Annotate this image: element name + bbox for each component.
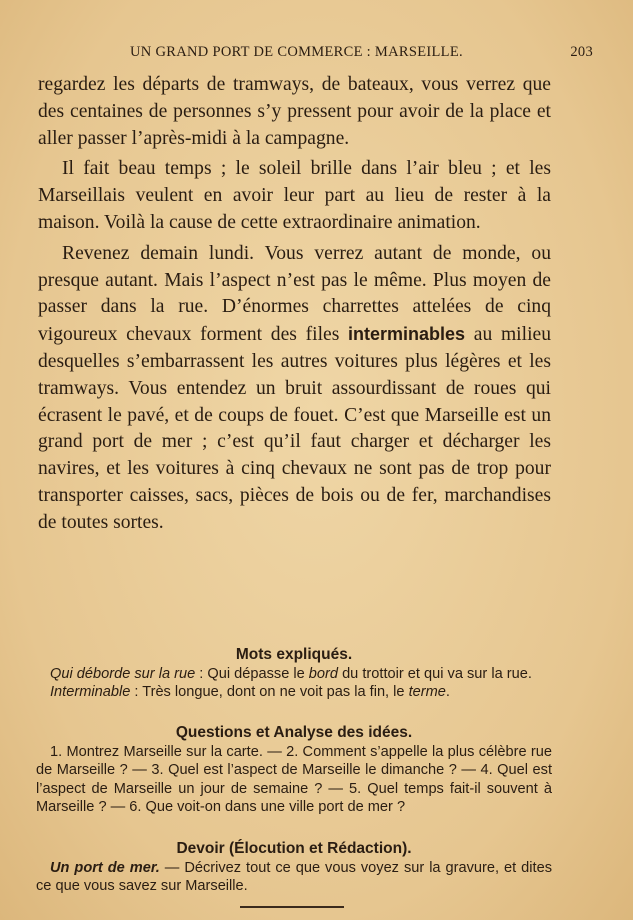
definition-2-text-a: : Très longue, dont on ne voit pas la fin, le — [130, 684, 409, 701]
page-number: 203 — [570, 44, 593, 60]
definition-2-term: Interminable — [50, 684, 131, 701]
devoir-lead: Un port de mer. — [50, 859, 160, 876]
definition-1 — [36, 665, 552, 684]
definition-2-emphasis: terme — [408, 684, 446, 701]
definition-1-text-b: du trottoir et qui va sur la rue. — [338, 665, 532, 682]
page-header — [38, 44, 593, 66]
vocabulary-section — [36, 646, 552, 702]
paragraph-3-part-b: au milieu desquelles s’embarrassent les autres voitures plus légères et les tramways. Vous entendez un bruit assourdissant de roues qui écrasent le pavé, et de coups de fouet. C’est que Marseille est un grand port de mer ; c’est qu’il faut charger et décharger les navires, et les voitures à cinq chevaux ne sont pas de trop pour transporter caisses, sacs, pièces de bois ou de fer, marchandises de toutes sortes. — [38, 324, 552, 533]
devoir-text — [36, 859, 552, 896]
definition-1-text-a: : Qui dépasse le — [195, 665, 309, 682]
main-text — [38, 72, 551, 537]
running-title: UN GRAND PORT DE COMMERCE : MARSEILLE. — [130, 44, 463, 60]
questions-title: Questions et Analyse des idées. — [175, 724, 413, 741]
paragraph-3-bold-word: interminables — [348, 324, 466, 345]
bottom-rule — [240, 906, 344, 908]
definition-2 — [36, 683, 552, 702]
paragraph-3 — [38, 241, 551, 537]
paragraph-1: regardez les départs de tramways, de bateaux, vous verrez que des centaines de personnes s’y pressent pour avoir de la place et aller passer l’après-midi à la campagne. — [38, 74, 551, 149]
definition-2-text-b: . — [445, 684, 450, 701]
devoir-title: Devoir (Élocution et Rédaction). — [176, 840, 412, 857]
vocabulary-title: Mots expliqués. — [235, 646, 353, 663]
devoir-section — [36, 840, 552, 896]
devoir-body: — Décrivez tout ce que vous voyez sur la gravure, et dites ce que vous savez sur Marseille. — [36, 859, 552, 895]
questions-text: 1. Montrez Marseille sur la carte. — 2. Comment s’appelle la plus célèbre rue de Marseille ? — 3. Quel est l’aspect de Marseille le dimanche ? — 4. Quel est l’aspect de Marseille un jour de semaine ? — 5. Quel temps fait-il souvent à Marseille ? — 6. Que voit-on dans une ville port de mer ? — [36, 743, 552, 816]
paragraph-2: Il fait beau temps ; le soleil brille dans l’air bleu ; et les Marseillais veulent en avoir leur part au lieu de rester à la maison. Voilà la cause de cette extraordinaire animation. — [38, 158, 551, 233]
definition-1-emphasis: bord — [308, 665, 339, 682]
definition-1-term: Qui déborde sur la rue — [50, 665, 196, 682]
questions-section — [36, 724, 552, 817]
paragraph-3-part-a: Revenez demain lundi. Vous verrez autant de monde, ou presque autant. Mais l’aspect n’est pas le même. Plus moyen de passer dans la rue. D’énormes charrettes attelées de cinq vigoureux chevaux forment des files — [38, 242, 551, 346]
